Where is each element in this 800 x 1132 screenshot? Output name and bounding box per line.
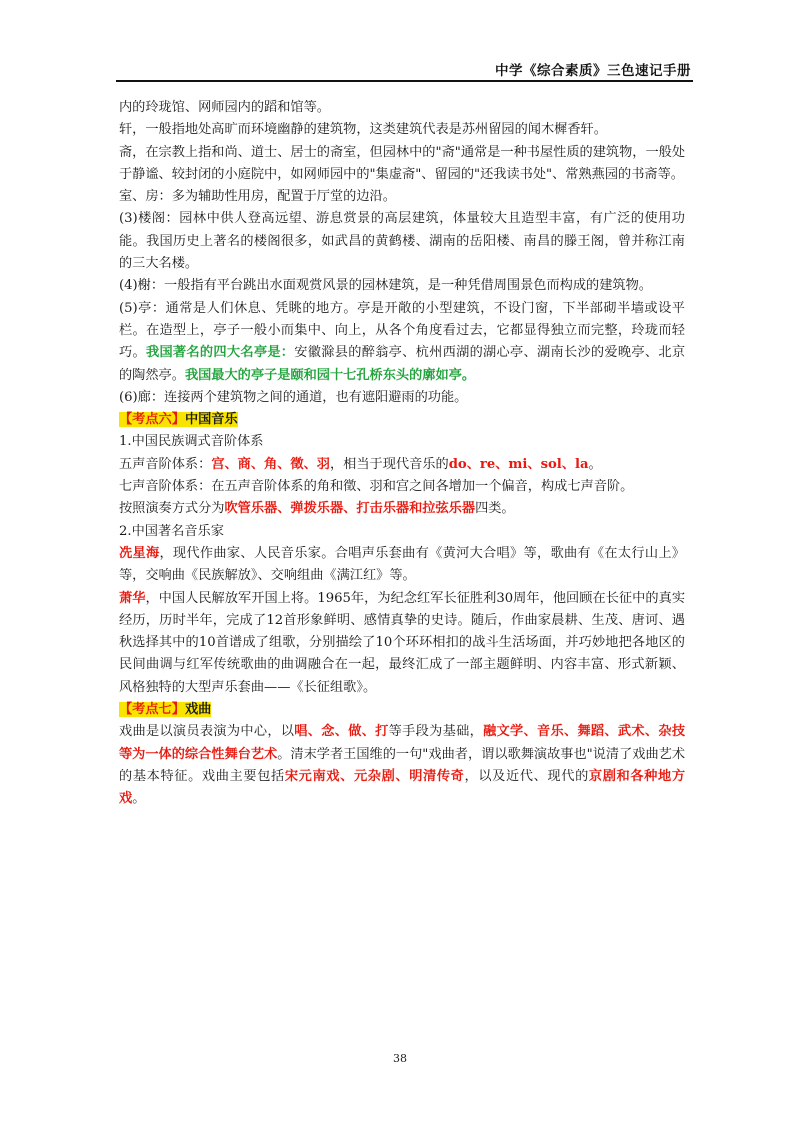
paragraph-lang: (6)廊：连接两个建筑物之间的通道，也有遮阳避雨的功能。 xyxy=(119,389,468,405)
highlight-solfege: do、re、mi、sol、la xyxy=(448,456,589,472)
section-tag: 【考点七】 xyxy=(119,702,185,718)
page-content xyxy=(119,97,685,811)
paragraph-zhai: 斋，在宗教上指和尚、道士、居士的斋室，但园林中的"斋"通常是一种书屋性质的建筑物，一般处于静谧、较封闭的小庭院中，如网师园中的"集虚斋"、留园的"还我读书处"、常熟燕园的书斋等。 xyxy=(119,144,686,182)
section-heading-music xyxy=(119,409,685,431)
paragraph-pentatonic: 五声音阶体系：宫、商、角、徵、羽，相当于现代音乐的do、re、mi、sol、la。 xyxy=(119,456,602,472)
highlight-four-pavilions: 我国著名的四大名亭是： xyxy=(145,345,295,361)
subheading-musicians: 2.中国著名音乐家 xyxy=(119,523,224,539)
page-number: 38 xyxy=(393,1052,407,1065)
header-title: 中学《综合素质》三色速记手册 xyxy=(495,63,691,79)
paragraph-garden-halls: 内的玲珑馆、网师园内的蹈和馆等。 xyxy=(119,100,330,115)
page-header xyxy=(116,56,693,82)
paragraph-ting: (5)亭：通常是人们休息、凭眺的地方。亭是开敞的小型建筑，不设门窗，下半部砌半墙或设平栏。在造型上，亭子一般小而集中、向上，从各个角度看过去，它都显得独立而完整，玲珑而轻巧。我国著名的四大名亭是：安徽滁县的醉翁亭、杭州西湖的湖心亭、湖南长沙的爱晚亭、北京的陶然亭。我国最大的亭子是颐和园十七孔桥东头的廓如亭。 xyxy=(119,300,686,383)
section-tag: 【考点六】 xyxy=(119,412,185,428)
highlight-xiao-hua: 萧华 xyxy=(119,590,146,606)
paragraph-shi-fang: 室、房：多为辅助性用房，配置于厅堂的边沿。 xyxy=(119,189,396,205)
section-heading-opera xyxy=(119,699,685,721)
subheading-scale-system: 1.中国民族调式音阶体系 xyxy=(119,434,264,450)
paragraph-xiao-hua: 萧华，中国人民解放军开国上将。1965年，为纪念红军长征胜利30周年，他回顾在长征中的真实经历，历时半年，完成了12首形象鲜明、感情真挚的史诗。随后，作曲家晨耕、生茂、唐诃、遇秋选择其中的10首谱成了组歌，分别描绘了10个环环相扣的战斗生活场面，并巧妙地把各地区的民间曲调与红军传统歌曲的曲调融合在一起，最终汇成了一部主题鲜明、内容丰富、形式新颖、风格独特的大型声乐套曲——《长征组歌》。 xyxy=(119,590,686,695)
highlight-modern-opera: 京剧和各种地方戏 xyxy=(119,768,686,807)
paragraph-xian-xinghai: 冼星海，现代作曲家、人民音乐家。合唱声乐套曲有《黄河大合唱》等，歌曲有《在太行山上》等，交响曲《民族解放》、交响组曲《满江红》等。 xyxy=(119,545,685,584)
highlight-five-tones: 宫、商、角、徵、羽 xyxy=(211,456,330,472)
highlight-xian-xinghai: 冼星海 xyxy=(119,545,160,561)
highlight-largest-pavilion: 我国最大的亭子是颐和园十七孔桥东头的廓如亭。 xyxy=(184,367,476,383)
highlight-opera-definition: 融文学、音乐、舞蹈、武术、杂技等为一体的综合性舞台艺术 xyxy=(119,724,686,762)
paragraph-xie: (4)榭：一般指有平台跳出水面观赏风景的园林建筑，是一种凭借周围景色而构成的建筑物。 xyxy=(119,278,652,294)
highlight-opera-types: 宋元南戏、元杂剧、明清传奇 xyxy=(284,768,465,784)
paragraph-louge: (3)楼阁：园林中供人登高远望、游息赏景的高层建筑，体量较大且造型丰富，有广泛的使用功能。我国历史上著名的楼阁很多，如武昌的黄鹤楼、湖南的岳阳楼、南昌的滕王阁，曾并称江南的三大名楼。 xyxy=(119,211,685,272)
paragraph-heptatonic: 七声音阶体系：在五声音阶体系的角和徵、羽和宫之间各增加一个偏音，构成七声音阶。 xyxy=(119,479,634,495)
paragraph-xuan: 轩，一般指地处高旷而环境幽静的建筑物，这类建筑代表是苏州留园的闻木樨香轩。 xyxy=(119,122,607,138)
section-title: 中国音乐 xyxy=(184,412,238,428)
paragraph-opera: 戏曲是以演员表演为中心，以唱、念、做、打等手段为基础，融文学、音乐、舞蹈、武术、杂技等为一体的综合性舞台艺术。清末学者王国维的一句"戏曲者，谓以歌舞演故事也"说清了戏曲艺术的基本特征。戏曲主要包括宋元南戏、元杂剧、明清传奇，以及近代、现代的京剧和各种地方戏。 xyxy=(119,724,686,807)
paragraph-instruments: 按照演奏方式分为吹管乐器、弹拨乐器、打击乐器和拉弦乐器四类。 xyxy=(119,501,515,517)
highlight-instrument-types: 吹管乐器、弹拨乐器、打击乐器和拉弦乐器 xyxy=(224,501,476,517)
section-title: 戏曲 xyxy=(184,702,212,718)
highlight-performance-means: 唱、念、做、打 xyxy=(294,724,389,740)
